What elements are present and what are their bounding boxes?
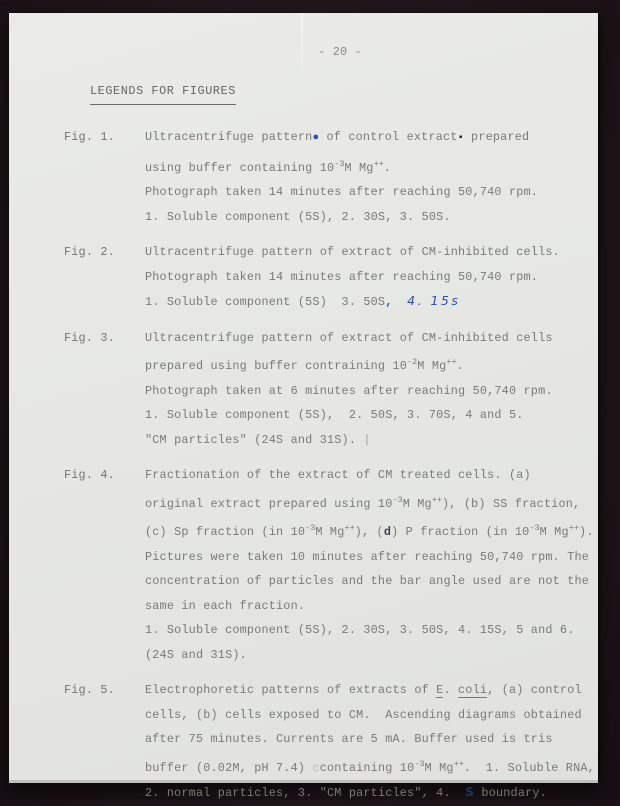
figure-line bbox=[145, 545, 594, 570]
text-segment: . bbox=[456, 359, 464, 373]
text-segment: ++ bbox=[453, 758, 464, 769]
blue-ink-dot: ● bbox=[312, 132, 320, 144]
text-segment: 2. normal particles, 3. "CM particles", 4. bbox=[145, 786, 466, 800]
text-segment: of control extract bbox=[319, 130, 458, 144]
text-segment: Fractionation of the extract of CM treated cells. (a) bbox=[145, 468, 531, 482]
figure-line bbox=[145, 289, 588, 315]
text-segment: original extract prepared using 10 bbox=[145, 496, 393, 511]
text-segment: -3 bbox=[305, 523, 316, 533]
text-segment: "CM particles" (24S and 31S). bbox=[145, 432, 357, 447]
figure-line bbox=[145, 326, 588, 351]
figure-line bbox=[145, 727, 595, 752]
text-segment: coli bbox=[458, 683, 488, 697]
text-segment: (24S and 31S). bbox=[145, 647, 247, 662]
handwritten-s-mark: S bbox=[465, 785, 475, 799]
text-segment: , (a) control bbox=[487, 683, 582, 697]
figure-line bbox=[145, 488, 594, 517]
figure-label: Fig. 4. bbox=[64, 468, 115, 482]
figure-line bbox=[145, 703, 595, 728]
figure-label: Fig. 1. bbox=[64, 130, 115, 144]
text-segment: ++ bbox=[373, 158, 384, 169]
paper-page bbox=[9, 13, 598, 800]
figure-line bbox=[145, 569, 594, 594]
figure-line bbox=[145, 780, 595, 806]
figure-label: Fig. 5. bbox=[64, 683, 115, 697]
text-segment: 1. Soluble component (5S) 3. 50S bbox=[145, 295, 386, 309]
text-segment: Photograph taken 14 minutes after reaching 50,740 rpm. bbox=[145, 185, 539, 199]
page-number: - 20 - bbox=[318, 45, 362, 59]
text-segment: -3 bbox=[529, 523, 540, 533]
figure-line bbox=[145, 618, 594, 643]
figure-lines bbox=[145, 125, 588, 229]
text-segment: prepared using buffer contraining 10 bbox=[145, 359, 408, 373]
text-segment: E bbox=[436, 683, 444, 697]
page-title: LEGENDS FOR FIGURES bbox=[90, 79, 236, 106]
text-segment: using buffer containing 10 bbox=[145, 160, 335, 175]
text-segment: ++ bbox=[568, 523, 579, 533]
figure-legend-item bbox=[64, 240, 588, 315]
figure-legend-item bbox=[64, 125, 588, 229]
text-segment: . bbox=[443, 683, 459, 697]
text-segment: M Mg bbox=[402, 496, 432, 511]
dark-ink-mark: ▪ bbox=[457, 133, 464, 144]
figure-lines bbox=[145, 678, 595, 806]
text-segment: -2 bbox=[407, 357, 418, 367]
text-segment: ). bbox=[578, 525, 594, 539]
text-segment bbox=[393, 295, 408, 309]
figure-line bbox=[145, 463, 594, 488]
text-segment: Pictures were taken 10 minutes after reaching 50,740 rpm. The bbox=[145, 549, 590, 564]
figure-line bbox=[145, 594, 594, 619]
blue-ink-comma: , bbox=[385, 295, 393, 309]
text-segment: 1. Soluble component (5S), 2. 50S, 3. 70S, 4 and 5. bbox=[145, 408, 524, 422]
handwritten-annotation: 4. 15s bbox=[407, 293, 461, 308]
text-segment: ++ bbox=[344, 523, 355, 533]
figure-label: Fig. 3. bbox=[64, 330, 115, 345]
figure-line bbox=[145, 240, 588, 265]
text-segment: Electrophoretic patterns of extracts of bbox=[145, 683, 437, 697]
text-segment: same in each fraction. bbox=[145, 598, 306, 613]
text-segment: -3 bbox=[334, 158, 345, 169]
text-segment: (c) Sp fraction (in 10 bbox=[145, 525, 306, 539]
figure-legends bbox=[64, 125, 595, 806]
text-segment: 1. Soluble component (5S), 2. 30S, 3. 50S. bbox=[145, 209, 451, 224]
text-segment: cells, (b) cells exposed to CM. Ascending diagrams obtained bbox=[145, 707, 582, 722]
figure-line bbox=[145, 643, 594, 668]
figure-lines bbox=[145, 240, 588, 315]
text-segment: after 75 minutes. Currents are 5 mA. Buffer used is tris bbox=[145, 732, 553, 746]
text-segment: prepared bbox=[463, 130, 530, 144]
text-segment: buffer (0.02M, pH 7.4) bbox=[145, 760, 313, 775]
text-segment: . bbox=[383, 160, 392, 175]
text-segment: ) P fraction (in 10 bbox=[391, 525, 530, 539]
text-segment: M Mg bbox=[344, 160, 374, 175]
text-segment: boundary. bbox=[474, 786, 547, 800]
figure-legend-item bbox=[64, 463, 594, 667]
page-content bbox=[9, 13, 598, 806]
figure-line bbox=[145, 350, 588, 379]
figure-line bbox=[145, 180, 588, 205]
text-segment: ++ bbox=[431, 494, 443, 505]
text-segment: M Mg bbox=[539, 525, 569, 539]
text-segment: containing 10 bbox=[319, 760, 415, 775]
ghost-character: c bbox=[312, 760, 320, 775]
pencil-mark: | bbox=[356, 432, 371, 447]
text-segment: ), ( bbox=[354, 525, 384, 539]
text-segment: Ultracentrifuge pattern of extract of CM-inhibited cells bbox=[145, 330, 553, 345]
figure-line bbox=[145, 205, 588, 230]
text-segment: -3 bbox=[414, 758, 425, 769]
text-segment: ), (b) SS fraction, bbox=[442, 496, 581, 511]
text-segment: M Mg bbox=[315, 525, 345, 539]
figure-line bbox=[145, 516, 594, 545]
figure-lines bbox=[145, 326, 588, 453]
text-segment: M Mg bbox=[424, 760, 454, 775]
figure-legend-item bbox=[64, 678, 595, 806]
figure-line bbox=[145, 152, 588, 181]
text-segment: Photograph taken 14 minutes after reaching 50,740 rpm. bbox=[145, 269, 539, 284]
figure-label: Fig. 2. bbox=[64, 245, 115, 259]
figure-lines bbox=[145, 463, 594, 667]
figure-line bbox=[145, 125, 588, 152]
figure-line bbox=[145, 379, 588, 404]
text-segment: 1. Soluble component (5S), 2. 30S, 3. 50S, 4. 15S, 5 and 6. bbox=[145, 623, 575, 637]
text-segment: Photograph taken at 6 minutes after reaching 50,740 rpm. bbox=[145, 383, 553, 398]
figure-line bbox=[145, 265, 588, 290]
figure-line bbox=[145, 403, 588, 428]
text-segment: ++ bbox=[446, 357, 457, 367]
figure-line bbox=[145, 752, 595, 781]
figure-line bbox=[145, 678, 595, 703]
text-segment: . 1. Soluble RNA, bbox=[463, 760, 595, 775]
figure-line bbox=[145, 428, 588, 453]
text-segment: M Mg bbox=[417, 359, 447, 373]
text-segment: Ultracentrifuge pattern of extract of CM-inhibited cells. bbox=[145, 245, 560, 259]
text-segment: concentration of particles and the bar angle used are not the bbox=[145, 574, 590, 588]
text-segment: -3 bbox=[392, 494, 403, 505]
text-segment: Ultracentrifuge pattern bbox=[145, 130, 313, 144]
figure-legend-item bbox=[64, 326, 588, 453]
ink-corrected-letter: d bbox=[383, 525, 392, 539]
